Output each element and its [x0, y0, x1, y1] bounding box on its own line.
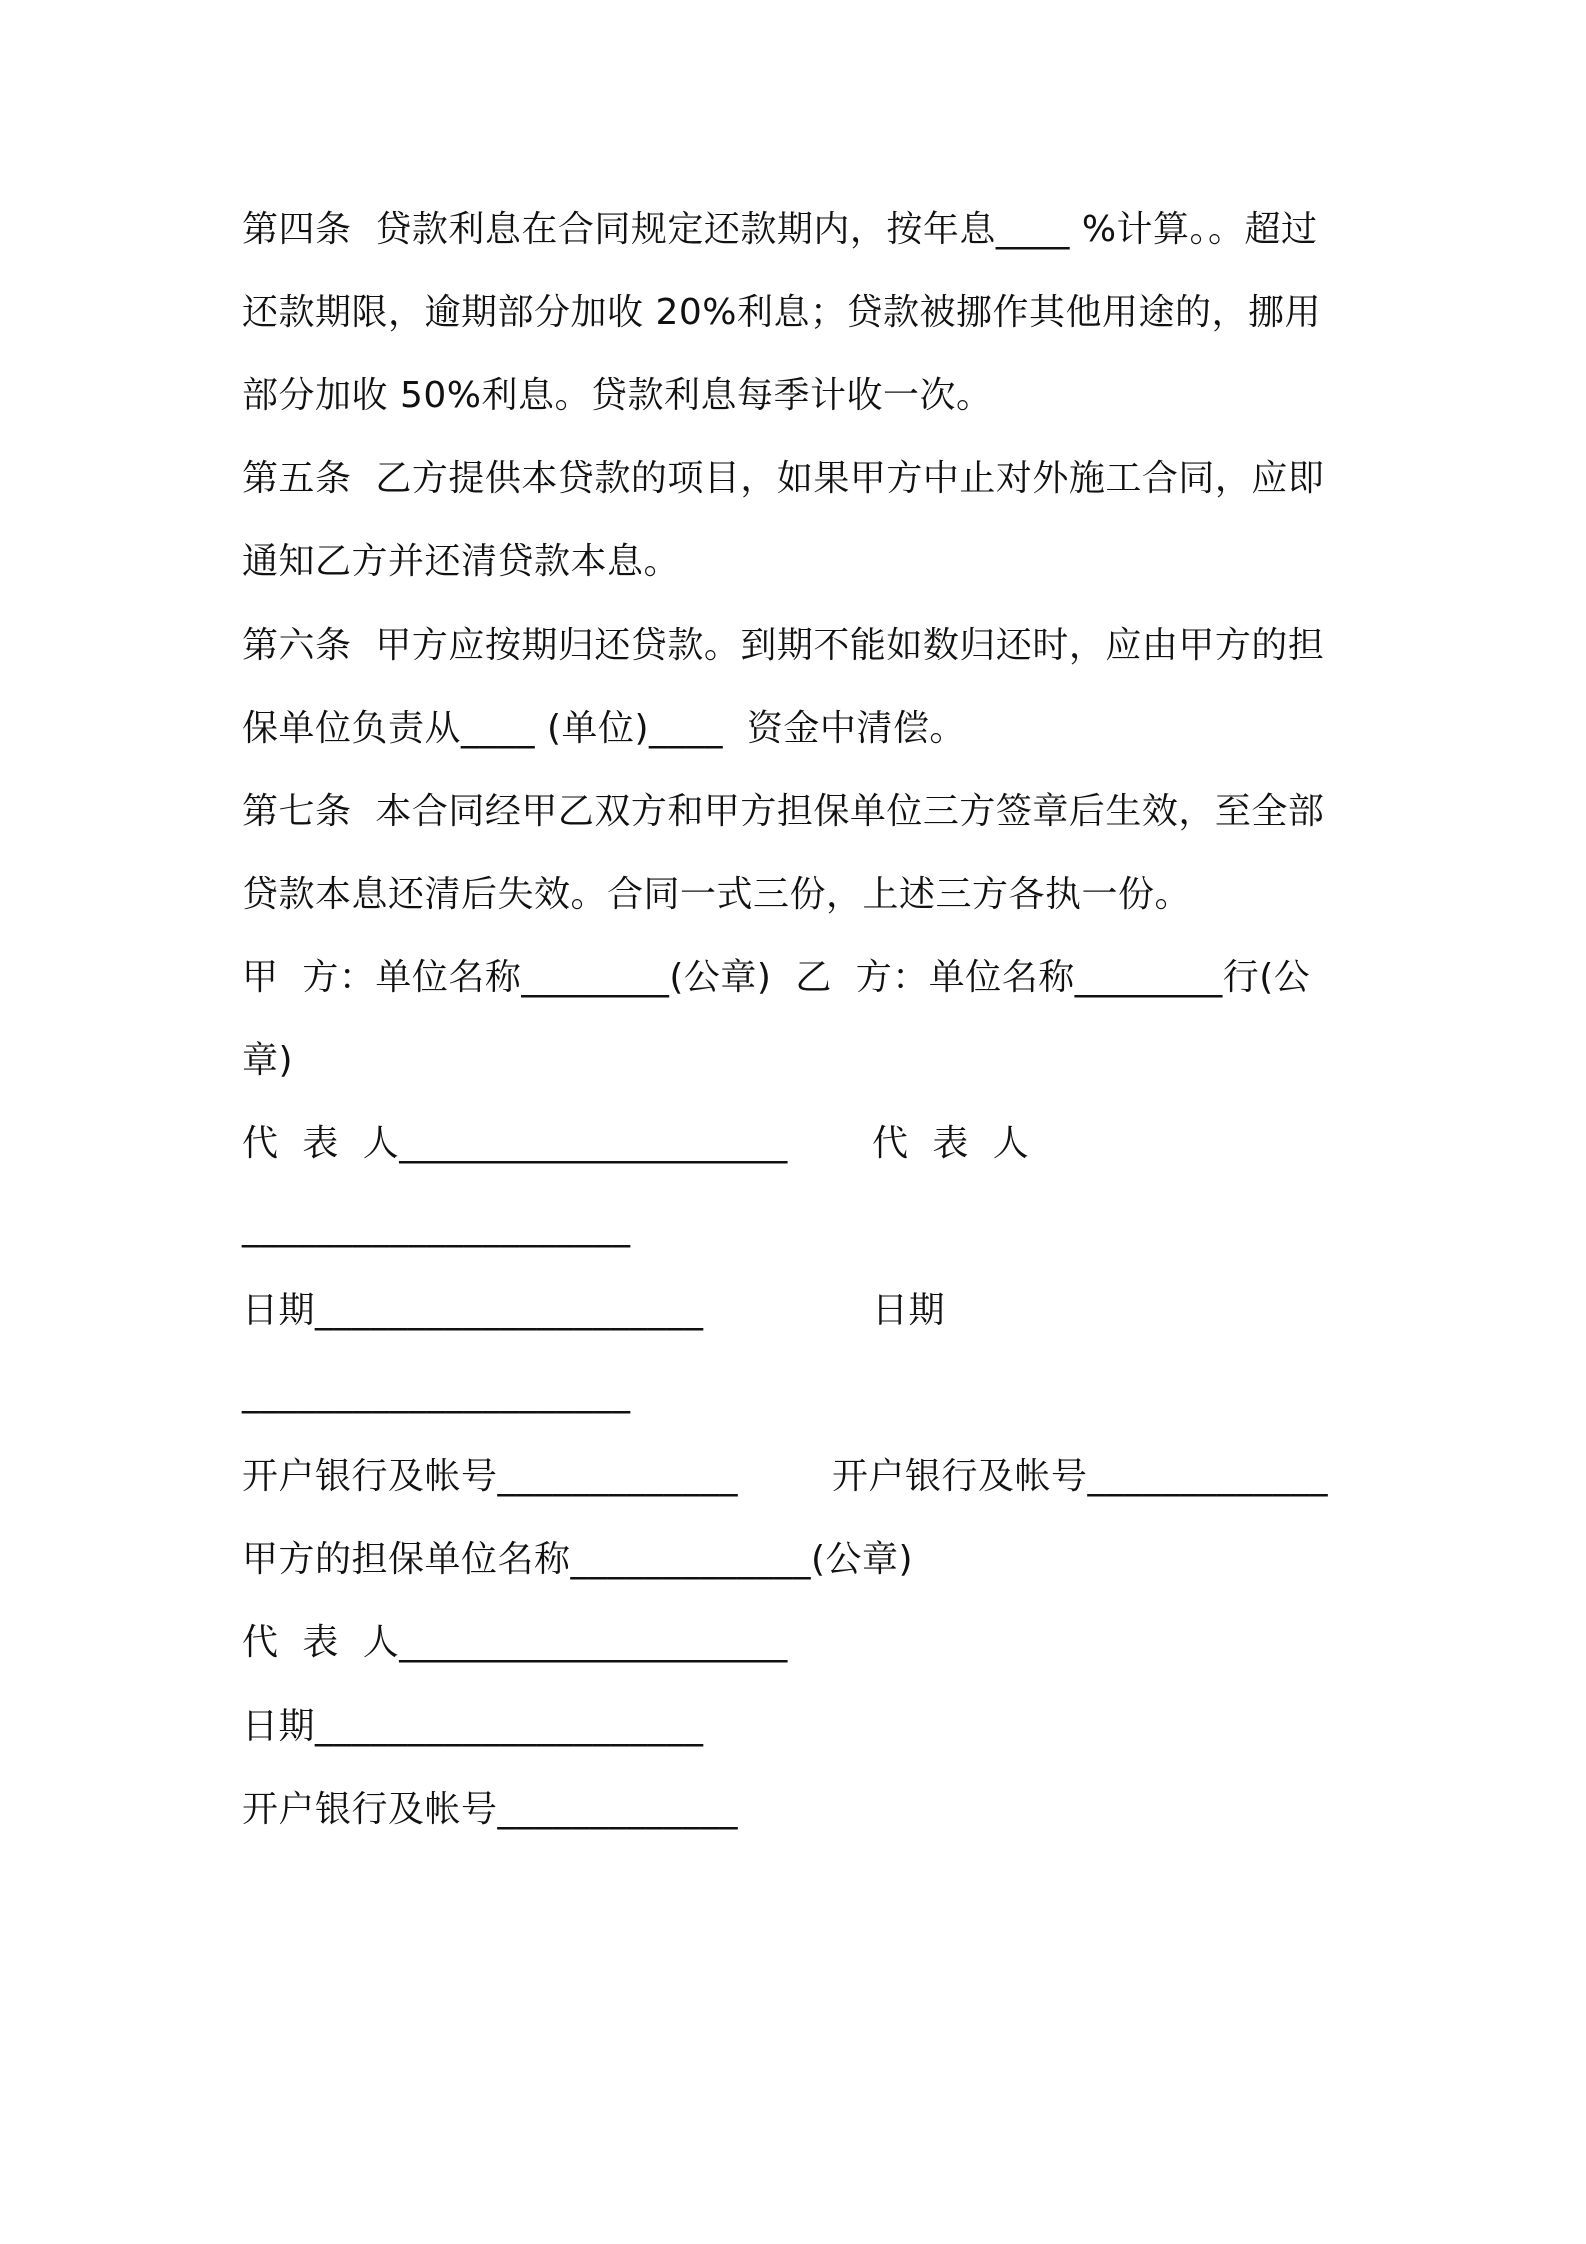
party-line-2: 章) [242, 1040, 294, 1081]
article-5-line-1: 第五条 乙方提供本贷款的项目，如果甲方中止对外施工合同，应即 [242, 458, 1325, 499]
date-left: 日期_____________________ [242, 1290, 704, 1331]
party-line-1: 甲 方：单位名称________(公章) 乙 方：单位名称________行(公 [242, 957, 1311, 998]
article-7-line-2: 贷款本息还清后失效。合同一式三份，上述三方各执一份。 [242, 874, 1192, 915]
bank-account-left: 开户银行及帐号_____________ [242, 1456, 739, 1497]
guarantor-name: 甲方的担保单位名称_____________(公章) [242, 1539, 914, 1580]
guarantor-representative: 代 表 人_____________________ [242, 1622, 788, 1663]
article-7-line-1: 第七条 本合同经甲乙双方和甲方担保单位三方签章后生效，至全部 [242, 791, 1325, 832]
article-6-line-1: 第六条 甲方应按期归还贷款。到期不能如数归还时，应由甲方的担 [242, 625, 1325, 666]
bank-account-right: 开户银行及帐号_____________ [832, 1456, 1329, 1497]
date-right: 日期 [872, 1290, 946, 1331]
article-4-line-2: 还款期限，逾期部分加收 20%利息；贷款被挪作其他用途的，挪用 [242, 292, 1321, 333]
guarantor-date: 日期_____________________ [242, 1706, 704, 1747]
representative-right-continuation: _____________________ [242, 1207, 631, 1248]
article-6-line-2: 保单位负责从____ (单位)____ 资金中清偿。 [242, 708, 966, 749]
article-5-line-2: 通知乙方并还清贷款本息。 [242, 541, 681, 582]
date-right-continuation: _____________________ [242, 1373, 631, 1414]
article-4-line-1: 第四条 贷款利息在合同规定还款期内，按年息____ %计算。。超过 [242, 209, 1318, 250]
article-4-line-3: 部分加收 50%利息。贷款利息每季计收一次。 [242, 375, 993, 416]
guarantor-bank-account: 开户银行及帐号_____________ [242, 1789, 739, 1830]
representative-right: 代 表 人 [872, 1123, 1030, 1164]
representative-left: 代 表 人_____________________ [242, 1123, 788, 1164]
